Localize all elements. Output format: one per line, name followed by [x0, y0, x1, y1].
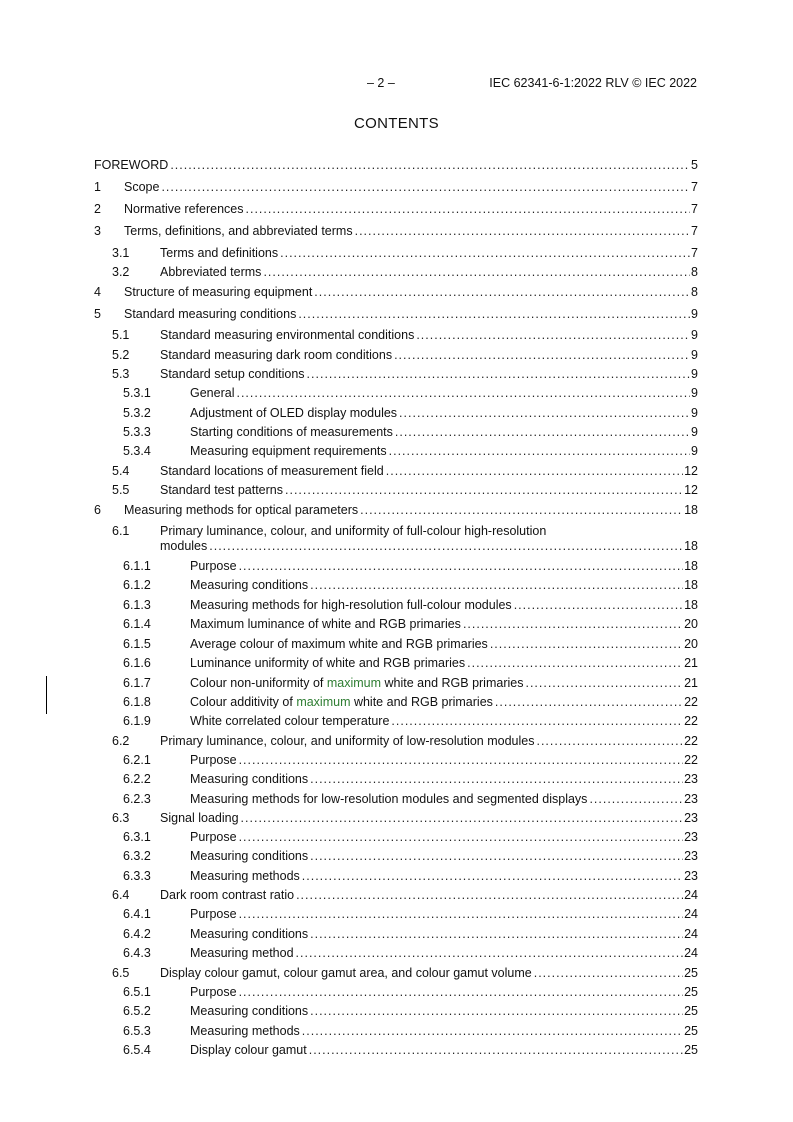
toc-dot-leader [309, 1043, 683, 1058]
toc-entry-page: 23 [684, 869, 698, 883]
toc-dot-leader [386, 464, 683, 479]
toc-entry-page: 23 [684, 792, 698, 806]
toc-entry-number: 6.3.1 [123, 830, 151, 844]
toc-entry[interactable] [94, 927, 698, 942]
toc-entry[interactable] [94, 772, 698, 787]
toc-entry-number: 5.3 [112, 367, 130, 381]
toc-entry[interactable] [94, 224, 698, 239]
toc-entry[interactable] [94, 328, 698, 343]
toc-dot-leader [239, 907, 684, 922]
toc-dot-leader [310, 927, 683, 942]
toc-entry-number: 6.3.3 [123, 869, 151, 883]
toc-dot-leader [495, 695, 683, 710]
toc-entry-page: 20 [684, 617, 698, 631]
toc-entry[interactable] [94, 714, 698, 729]
toc-entry[interactable] [94, 1024, 698, 1039]
toc-entry-title: Measuring methods [190, 869, 300, 883]
toc-entry[interactable] [94, 869, 698, 884]
toc-entry-number: 6 [94, 503, 101, 517]
toc-dot-leader [246, 202, 691, 217]
toc-entry-title: Measuring conditions [190, 772, 309, 786]
contents-title: CONTENTS [354, 115, 439, 132]
toc-entry-page: 9 [691, 367, 698, 381]
toc-entry[interactable] [94, 158, 698, 173]
toc-entry-title: Dark room contrast ratio [160, 888, 295, 902]
toc-entry-title: Structure of measuring equipment [124, 285, 313, 299]
toc-entry-number: 6.1.5 [123, 637, 151, 651]
toc-dot-leader [285, 483, 683, 498]
toc-entry[interactable] [94, 811, 698, 826]
toc-entry-page: 23 [684, 811, 698, 825]
toc-entry-page: 9 [691, 444, 698, 458]
toc-dot-leader [298, 307, 690, 322]
toc-entry[interactable] [94, 753, 698, 768]
toc-entry-number: 5.4 [112, 464, 130, 478]
toc-entry-page: 18 [684, 598, 698, 612]
toc-entry-number: 5 [94, 307, 101, 321]
toc-entry-number: 6.4 [112, 888, 130, 902]
toc-entry-number: 6.5.1 [123, 985, 151, 999]
toc-dot-leader [589, 792, 683, 807]
toc-entry-number: 2 [94, 202, 101, 216]
toc-entry-title: Measuring equipment requirements [190, 444, 387, 458]
toc-dot-leader [241, 811, 684, 826]
toc-entry-title: Measuring method [190, 946, 294, 960]
toc-entry-title: Measuring methods [190, 1024, 300, 1038]
toc-entry-page: 24 [684, 888, 698, 902]
toc-dot-leader [239, 985, 684, 1000]
toc-entry-page: 22 [684, 714, 698, 728]
toc-entry[interactable] [94, 285, 698, 300]
toc-entry-page: 25 [684, 1004, 698, 1018]
toc-entry-page: 9 [691, 386, 698, 400]
toc-entry-page: 24 [684, 907, 698, 921]
toc-dot-leader [239, 559, 684, 574]
toc-entry[interactable] [94, 265, 698, 280]
toc-entry-title-highlight: maximum [296, 695, 351, 709]
toc-entry[interactable] [94, 985, 698, 1000]
toc-entry-number: 6.5.4 [123, 1043, 151, 1057]
toc-dot-leader [355, 224, 690, 239]
toc-entry-number: 3.1 [112, 246, 130, 260]
toc-entry-page: 9 [691, 328, 698, 342]
toc-entry[interactable] [94, 367, 698, 382]
toc-entry-number: 6.1.9 [123, 714, 151, 728]
toc-entry-page: 20 [684, 637, 698, 651]
toc-dot-leader [391, 714, 683, 729]
toc-entry-title: Adjustment of OLED display modules [190, 406, 398, 420]
toc-entry-title: Primary luminance, colour, and uniformity of low-resolution modules [160, 734, 535, 748]
toc-entry-number: 1 [94, 180, 101, 194]
toc-dot-leader [310, 772, 683, 787]
toc-dot-leader [296, 946, 684, 961]
toc-entry-page: 9 [691, 307, 698, 321]
toc-entry-number: 3 [94, 224, 101, 238]
toc-entry[interactable] [94, 425, 698, 440]
toc-entry[interactable] [94, 483, 698, 498]
toc-entry-title: Measuring methods for optical parameters [124, 503, 359, 517]
toc-entry-title: Measuring conditions [190, 1004, 309, 1018]
toc-entry-page: 23 [684, 772, 698, 786]
toc-entry-title: General [190, 386, 235, 400]
toc-dot-leader [394, 348, 690, 363]
toc-entry[interactable] [94, 966, 698, 981]
page-header [0, 76, 793, 92]
toc-dot-leader [467, 656, 683, 671]
toc-entry-page: 25 [684, 1043, 698, 1057]
toc-dot-leader [514, 598, 683, 613]
toc-entry-number: 5.3.4 [123, 444, 151, 458]
toc-entry[interactable] [94, 464, 698, 479]
toc-entry-page: 7 [691, 224, 698, 238]
toc-entry-title: Purpose [190, 753, 237, 767]
toc-entry-title: Measuring conditions [190, 849, 309, 863]
toc-entry-title: Luminance uniformity of white and RGB primaries [190, 656, 466, 670]
toc-entry-title: Normative references [124, 202, 244, 216]
toc-entry-page: 18 [684, 559, 698, 573]
toc-entry-number: 6.5.3 [123, 1024, 151, 1038]
toc-dot-leader [314, 285, 690, 300]
toc-entry[interactable] [94, 637, 698, 652]
toc-entry-title: Standard setup conditions [160, 367, 305, 381]
toc-dot-leader [239, 753, 684, 768]
toc-entry-page: 25 [684, 1024, 698, 1038]
toc-entry-title: Terms and definitions [160, 246, 279, 260]
toc-dot-leader [310, 1004, 683, 1019]
toc-entry-title: Purpose [190, 830, 237, 844]
toc-dot-leader [170, 158, 690, 173]
toc-entry-number: 6.2 [112, 734, 130, 748]
toc-entry-page: 23 [684, 830, 698, 844]
toc-entry[interactable] [94, 524, 698, 554]
toc-entry-title: Terms, definitions, and abbreviated terms [124, 224, 353, 238]
toc-entry-page: 5 [691, 158, 698, 172]
toc-entry-number: 6.1.4 [123, 617, 151, 631]
toc-dot-leader [389, 444, 690, 459]
toc-dot-leader [399, 406, 690, 421]
toc-entry[interactable] [94, 598, 698, 613]
toc-dot-leader [536, 734, 683, 749]
toc-entry-title: Standard measuring environmental conditions [160, 328, 415, 342]
toc-dot-leader [302, 869, 683, 884]
toc-entry-title-part: Colour non-uniformity of [190, 676, 327, 690]
toc-entry[interactable] [94, 656, 698, 671]
toc-entry-page: 21 [684, 676, 698, 690]
toc-dot-leader [280, 246, 690, 261]
toc-entry-number: 6.5 [112, 966, 130, 980]
toc-entry-title: Abbreviated terms [160, 265, 262, 279]
toc-entry-number: 5.3.3 [123, 425, 151, 439]
toc-entry-title: FOREWORD [94, 158, 169, 172]
toc-dot-leader [161, 180, 690, 195]
toc-entry[interactable] [94, 792, 698, 807]
toc-entry-page: 22 [684, 753, 698, 767]
toc-entry-number: 6.1 [112, 524, 130, 538]
toc-dot-leader [525, 676, 683, 691]
toc-entry-title: Maximum luminance of white and RGB primaries [190, 617, 461, 631]
toc-entry-number: 6.4.3 [123, 946, 151, 960]
toc-entry[interactable] [94, 444, 698, 459]
toc-entry-title: Purpose [190, 559, 237, 573]
toc-entry-page: 22 [684, 734, 698, 748]
toc-entry-title [190, 676, 523, 691]
toc-entry-number: 6.4.2 [123, 927, 151, 941]
toc-entry-page: 7 [691, 180, 698, 194]
toc-entry-page: 25 [684, 966, 698, 980]
toc-entry-number: 6.2.2 [123, 772, 151, 786]
toc-entry[interactable] [94, 734, 698, 749]
toc-entry[interactable] [94, 202, 698, 217]
toc-entry-number: 5.3.2 [123, 406, 151, 420]
toc-entry-page: 8 [691, 285, 698, 299]
toc-entry-number: 5.2 [112, 348, 130, 362]
toc-entry-number: 6.1.1 [123, 559, 151, 573]
toc-entry-page: 12 [684, 483, 698, 497]
toc-dot-leader [263, 265, 690, 280]
toc-entry-title: modules [160, 539, 208, 553]
toc-entry-page: 21 [684, 656, 698, 670]
toc-entry-number: 5.5 [112, 483, 130, 497]
toc-entry[interactable] [94, 617, 698, 632]
toc-dot-leader [239, 830, 684, 845]
toc-entry-page: 9 [691, 406, 698, 420]
toc-entry-title-part: Colour additivity of [190, 695, 297, 709]
toc-entry-page: 24 [684, 946, 698, 960]
toc-entry-page: 25 [684, 985, 698, 999]
toc-dot-leader [236, 386, 690, 401]
page-number: – 2 – [367, 76, 395, 90]
toc-entry-number: 6.2.1 [123, 753, 151, 767]
toc-entry-page: 18 [684, 539, 698, 553]
toc-dot-leader [416, 328, 690, 343]
toc-entry[interactable] [94, 503, 698, 518]
toc-entry[interactable] [94, 830, 698, 845]
toc-entry-number: 6.1.7 [123, 676, 151, 690]
toc-entry[interactable] [94, 888, 698, 903]
toc-entry[interactable] [94, 348, 698, 363]
revision-change-bar [46, 676, 47, 714]
toc-entry-title-highlight: maximum [326, 676, 382, 690]
toc-entry-number: 6.1.3 [123, 598, 151, 612]
toc-dot-leader [209, 539, 683, 554]
toc-entry-title: Average colour of maximum white and RGB primaries [190, 637, 488, 651]
toc-entry-title-line1: Primary luminance, colour, and uniformity of full-colour high-resolution [160, 524, 547, 538]
toc-entry-title: Standard measuring conditions [124, 307, 297, 321]
toc-entry[interactable] [94, 386, 698, 401]
toc-entry-page: 9 [691, 425, 698, 439]
toc-entry-number: 6.4.1 [123, 907, 151, 921]
toc-entry-page: 12 [684, 464, 698, 478]
toc-entry-page: 7 [691, 202, 698, 216]
toc-entry[interactable] [94, 1004, 698, 1019]
toc-entry-page: 22 [684, 695, 698, 709]
document-reference: IEC 62341-6-1:2022 RLV © IEC 2022 [489, 76, 697, 90]
toc-entry[interactable] [94, 1043, 698, 1058]
toc-entry-title: Measuring conditions [190, 927, 309, 941]
toc-entry-title: Signal loading [160, 811, 239, 825]
toc-entry-number: 6.3.2 [123, 849, 151, 863]
toc-dot-leader [490, 637, 683, 652]
toc-entry-title: Standard test patterns [160, 483, 283, 497]
toc-entry-page: 18 [684, 578, 698, 592]
toc-dot-leader [463, 617, 683, 632]
toc-entry-number: 6.2.3 [123, 792, 151, 806]
toc-entry-number: 6.3 [112, 811, 130, 825]
toc-entry[interactable] [94, 946, 698, 961]
toc-entry-number: 4 [94, 285, 101, 299]
toc-entry[interactable] [94, 907, 698, 922]
toc-entry[interactable] [94, 307, 698, 322]
toc-entry-page: 8 [691, 265, 698, 279]
toc-entry-title: Standard measuring dark room conditions [160, 348, 393, 362]
toc-dot-leader [310, 849, 683, 864]
toc-dot-leader [534, 966, 683, 981]
toc-entry-title-part: white and RGB primaries [350, 695, 493, 709]
toc-entry-page: 18 [684, 503, 698, 517]
toc-entry-title: Purpose [190, 907, 237, 921]
toc-entry-title-part: white and RGB primaries [381, 676, 524, 690]
toc-entry-page: 7 [691, 246, 698, 260]
toc-entry[interactable] [94, 246, 698, 261]
toc-entry-title: Starting conditions of measurements [190, 425, 393, 439]
toc-entry-number: 6.1.2 [123, 578, 151, 592]
toc-entry-number: 6.1.6 [123, 656, 151, 670]
toc-entry-title: Display colour gamut [190, 1043, 307, 1057]
toc-dot-leader [296, 888, 683, 903]
toc-entry-page: 23 [684, 849, 698, 863]
toc-dot-leader [310, 578, 683, 593]
toc-entry-title: Measuring methods for low-resolution modules and segmented displays [190, 792, 588, 806]
toc-entry[interactable] [94, 180, 698, 195]
toc-entry-page: 9 [691, 348, 698, 362]
toc-entry[interactable] [94, 849, 698, 864]
toc-dot-leader [307, 367, 691, 382]
toc-entry-title: Standard locations of measurement field [160, 464, 384, 478]
toc-entry-title: Measuring methods for high-resolution full-colour modules [190, 598, 512, 612]
toc-dot-leader [395, 425, 690, 440]
toc-entry-title: Display colour gamut, colour gamut area, and colour gamut volume [160, 966, 532, 980]
toc-entry-number: 5.1 [112, 328, 130, 342]
toc-entry[interactable] [94, 406, 698, 421]
toc-entry-title: Measuring conditions [190, 578, 309, 592]
toc-entry[interactable] [94, 695, 698, 710]
toc-entry-page: 24 [684, 927, 698, 941]
toc-entry-title: Scope [124, 180, 160, 194]
toc-entry-number: 6.5.2 [123, 1004, 151, 1018]
toc-entry-title: Purpose [190, 985, 237, 999]
toc-entry-title [190, 695, 493, 710]
toc-dot-leader [302, 1024, 683, 1039]
toc-entry[interactable] [94, 559, 698, 574]
toc-entry-number: 6.1.8 [123, 695, 151, 709]
toc-entry-number: 3.2 [112, 265, 130, 279]
toc-dot-leader [360, 503, 683, 518]
toc-entry-number: 5.3.1 [123, 386, 151, 400]
toc-entry[interactable] [94, 578, 698, 593]
toc-entry[interactable] [94, 676, 698, 691]
toc-entry-title: White correlated colour temperature [190, 714, 390, 728]
